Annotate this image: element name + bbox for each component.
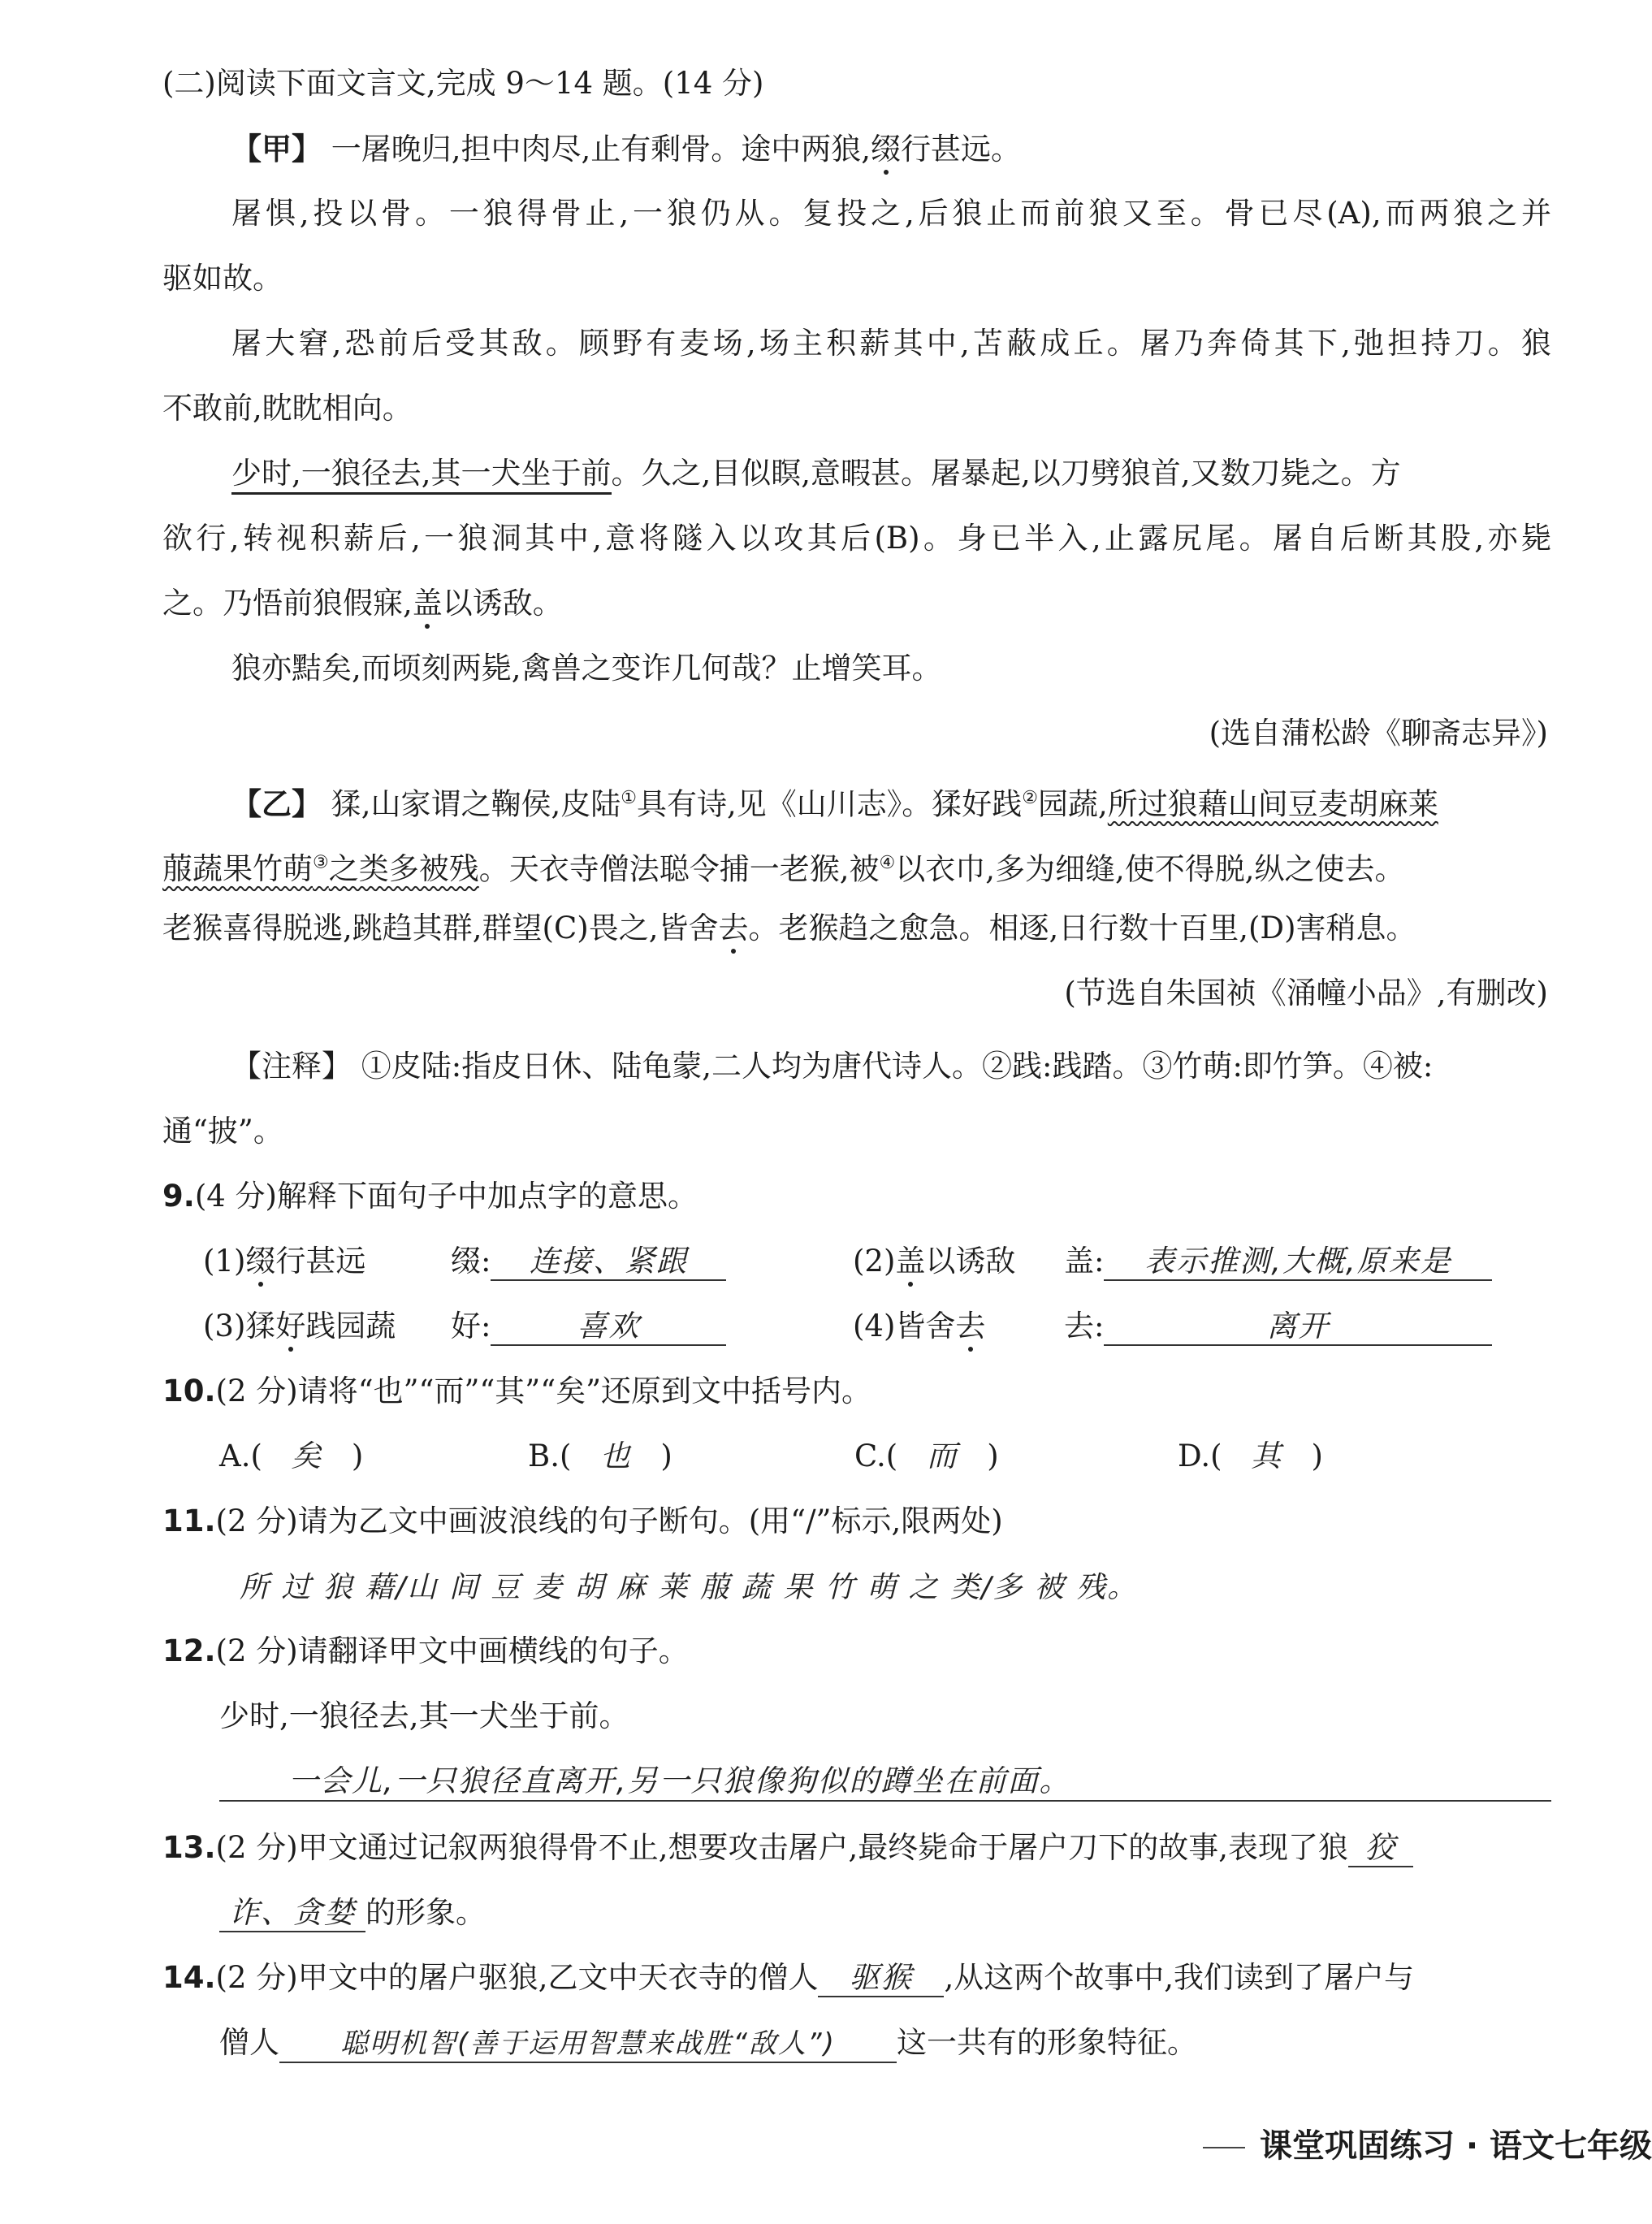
wavy-underlined-text: 菔蔬果竹萌③之类多被残 bbox=[162, 851, 479, 887]
answer-field[interactable]: 表示推测,大概,原来是 bbox=[1104, 1244, 1492, 1281]
answer-field[interactable]: 连接、紧跟 bbox=[491, 1244, 726, 1281]
q9-item-4-answer: 去: 离开 bbox=[1064, 1306, 1492, 1347]
q12-sentence: 少时,一狼径去,其一犬坐于前。 bbox=[219, 1698, 629, 1733]
question-number: 12. bbox=[162, 1633, 216, 1668]
answer-field[interactable]: 喜欢 bbox=[491, 1309, 726, 1346]
question-number: 9. bbox=[162, 1179, 195, 1214]
jia-paragraph-5: 狼亦黠矣,而顷刻两毙,禽兽之变诈几何哉？止增笑耳。 bbox=[231, 651, 942, 686]
q11-stem: 11.(2 分)请为乙文中画波浪线的句子断句。(用“/”标示,限两处) bbox=[162, 1504, 1003, 1538]
question-number: 13. bbox=[162, 1830, 216, 1865]
q13-stem-line-1: 13.(2 分)甲文通过记叙两狼得骨不止,想要攻击屠户,最终毙命于屠户刀下的故事,表现了狼 狡 bbox=[162, 1828, 1413, 1868]
q10-choice-c: C.( 而 ) bbox=[854, 1436, 999, 1477]
question-number: 14. bbox=[162, 1960, 216, 1995]
q10-choice-a: A.( 矣 ) bbox=[219, 1436, 363, 1477]
dotted-char: 好 bbox=[275, 1309, 306, 1343]
dotted-char: 缀 bbox=[245, 1244, 276, 1279]
q14-stem-line-1: 14.(2 分)甲文中的屠户驱狼,乙文中天衣寺的僧人 驱猴 ,从这两个故事中,我们读到了屠户与 bbox=[162, 1958, 1414, 1998]
page-footer: 课堂巩固练习 · 语文七年级 bbox=[1203, 2120, 1652, 2166]
q12-answer[interactable]: 一会儿,一只狼径直离开,另一只狼像狗似的蹲坐在前面。 bbox=[288, 1763, 1071, 1798]
q11-answer[interactable]: 所 过 狼 藉/山 间 豆 麦 胡 麻 莱 菔 蔬 果 竹 萌 之 类/多 被 残。 bbox=[240, 1571, 1139, 1604]
dotted-char: 盖 bbox=[895, 1244, 926, 1279]
dotted-char: 去 bbox=[955, 1309, 986, 1343]
answer-field[interactable]: 也 bbox=[599, 1439, 632, 1473]
jia-paragraph-3-line-1: 屠大窘,恐前后受其敌。顾野有麦场,场主积薪其中,苫蔽成丘。屠乃奔倚其下,弛担持刀。狼 bbox=[231, 326, 1551, 361]
q9-item-3: (3)猱好践园蔬 bbox=[203, 1309, 396, 1343]
notes-line-2: 通“披”。 bbox=[162, 1114, 283, 1149]
answer-field[interactable]: 离开 bbox=[1104, 1309, 1492, 1346]
jia-paragraph-4-line-2: 欲行,转视积薪后,一狼洞其中,意将隧入以攻其后(B)。身已半入,止露尻尾。屠自后断其股,亦毙 bbox=[162, 521, 1551, 556]
jia-tag: 【甲】 bbox=[231, 131, 322, 167]
notes-line-1: 【注释】 ①皮陆:指皮日休、陆龟蒙,二人均为唐代诗人。②践:践踏。③竹萌:即竹笋。④被: bbox=[231, 1049, 1434, 1084]
q9-item-4: (4)皆舍去 bbox=[853, 1309, 986, 1343]
jia-paragraph-2-line-2: 驱如故。 bbox=[162, 261, 283, 296]
answer-field[interactable]: 驱猴 bbox=[818, 1960, 944, 1997]
yi-tag: 【乙】 bbox=[231, 785, 322, 822]
q13-stem-line-2: 诈、贪婪 的形象。 bbox=[219, 1893, 486, 1933]
yi-line-1: 【乙】 猱,山家谓之鞠侯,皮陆①具有诗,见《山川志》。猱好践②园蔬,所过狼藉山间豆麦胡麻莱 bbox=[231, 785, 1438, 822]
jia-source: (选自蒲松龄《聊斋志异》) bbox=[1209, 716, 1548, 751]
q10-choice-d: D.( 其 ) bbox=[1178, 1436, 1323, 1477]
answer-field[interactable]: 狡 bbox=[1348, 1830, 1413, 1867]
jia-paragraph-2-line-1: 屠惧,投以骨。一狼得骨止,一狼仍从。复投之,后狼止而前狼又至。骨已尽(A),而两狼之并 bbox=[231, 196, 1551, 231]
answer-field[interactable]: 聪明机智(善于运用智慧来战胜“敌人”) bbox=[279, 2026, 897, 2063]
q9-item-2-answer: 盖: 表示推测,大概,原来是 bbox=[1064, 1241, 1492, 1282]
yi-line-2: 菔蔬果竹萌③之类多被残。天衣寺僧法聪令捕一老猴,被④以衣巾,多为细缝,使不得脱,纵之使去。 bbox=[162, 851, 1405, 887]
jia-paragraph-1: 【甲】 一屠晚归,担中肉尽,止有剩骨。途中两狼,缀行甚远。 bbox=[231, 131, 1022, 167]
q10-choice-b: B.( 也 ) bbox=[528, 1436, 672, 1477]
yi-source: (节选自朱国祯《涌幢小品》,有删改) bbox=[1064, 976, 1548, 1010]
q12-stem: 12.(2 分)请翻译甲文中画横线的句子。 bbox=[162, 1633, 689, 1668]
section-header: (二)阅读下面文言文,完成 9～14 题。(14 分) bbox=[162, 66, 764, 101]
q9-item-1-answer: 缀: 连接、紧跟 bbox=[451, 1241, 726, 1282]
dotted-char: 盖 bbox=[412, 586, 443, 621]
question-number: 11. bbox=[162, 1504, 216, 1538]
q9-item-2: (2)盖以诱敌 bbox=[853, 1244, 1016, 1279]
answer-field[interactable]: 矣 bbox=[291, 1439, 323, 1473]
answer-field[interactable]: 而 bbox=[926, 1439, 958, 1473]
q9-stem: 9.(4 分)解释下面句子中加点字的意思。 bbox=[162, 1179, 698, 1214]
jia-paragraph-3-line-2: 不敢前,眈眈相向。 bbox=[162, 391, 413, 426]
q14-stem-line-2: 僧人 聪明机智(善于运用智慧来战胜“敌人”) 这一共有的形象特征。 bbox=[219, 2023, 1197, 2063]
q9-item-3-answer: 好: 喜欢 bbox=[451, 1306, 726, 1347]
q10-stem: 10.(2 分)请将“也”“而”“其”“矣”还原到文中括号内。 bbox=[162, 1374, 872, 1408]
answer-line bbox=[219, 1800, 1551, 1802]
q9-item-1: (1)缀行甚远 bbox=[203, 1244, 366, 1279]
answer-field[interactable]: 诈、贪婪 bbox=[219, 1895, 365, 1932]
yi-line-3: 老猴喜得脱逃,跳趋其群,群望(C)畏之,皆舍去。老猴趋之愈急。相逐,日行数十百里,(D)害稍息。 bbox=[162, 911, 1416, 945]
dotted-char: 缀 bbox=[871, 132, 902, 167]
answer-field[interactable]: 其 bbox=[1251, 1439, 1283, 1473]
question-number: 10. bbox=[162, 1374, 216, 1408]
wavy-underlined-text: 所过狼藉山间豆麦胡麻莱 bbox=[1107, 786, 1438, 822]
footer-rule bbox=[1203, 2147, 1245, 2148]
dotted-char: 去 bbox=[718, 911, 749, 945]
jia-paragraph-4-line-1: 少时,一狼径去,其一犬坐于前。久之,目似瞑,意暇甚。屠暴起,以刀劈狼首,又数刀毙之。方 bbox=[231, 453, 1401, 494]
jia-paragraph-4-line-3: 之。乃悟前狼假寐,盖以诱敌。 bbox=[162, 586, 563, 621]
underlined-sentence: 少时,一狼径去,其一犬坐于前 bbox=[231, 456, 612, 495]
